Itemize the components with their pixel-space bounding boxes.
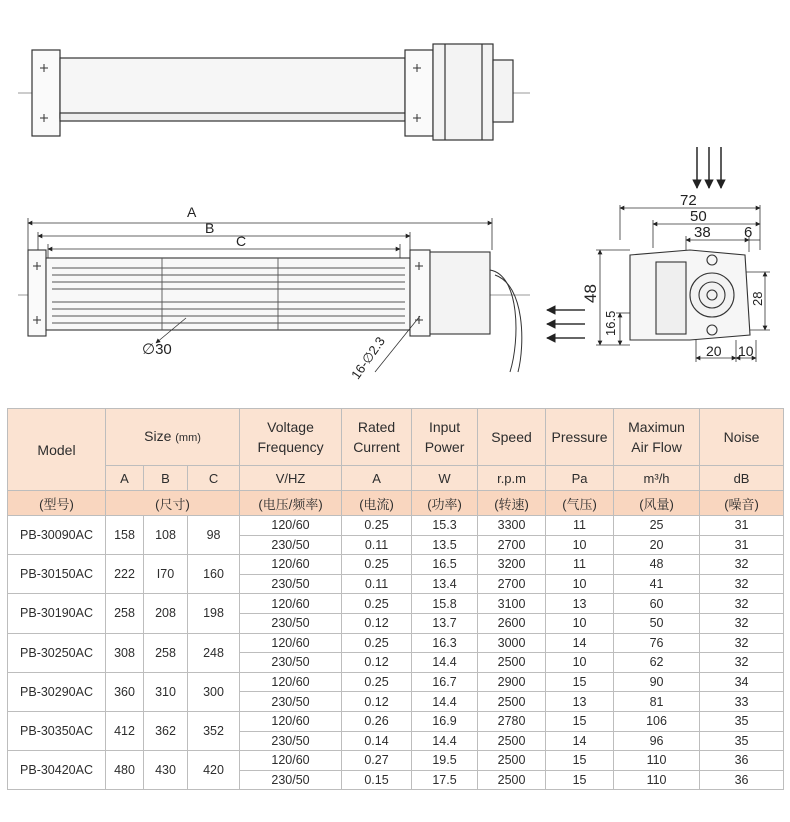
holes-label: 16-∅2.3 — [348, 333, 388, 382]
cell-current: 0.25 — [342, 633, 412, 653]
fan-front-view — [18, 218, 530, 372]
size-label: Size — [144, 428, 172, 444]
cell-airflow: 50 — [614, 613, 700, 633]
dim-50: 50 — [690, 208, 707, 225]
dim-label-b: B — [205, 220, 215, 236]
cell-voltage: 230/50 — [240, 692, 342, 712]
unit-a: A — [106, 466, 144, 491]
cell-size-b: I70 — [144, 555, 188, 594]
cell-power: 15.3 — [412, 516, 478, 536]
header-voltage: Voltage Frequency — [240, 409, 342, 466]
cell-noise: 34 — [700, 672, 784, 692]
cell-pressure: 13 — [546, 692, 614, 712]
cell-size-b: 310 — [144, 672, 188, 711]
cell-speed: 3100 — [478, 594, 546, 614]
cell-pressure: 15 — [546, 672, 614, 692]
cn-size: (尺寸) — [106, 491, 240, 516]
cell-voltage: 120/60 — [240, 751, 342, 771]
header-power: Input Power — [412, 409, 478, 466]
cell-noise: 32 — [700, 594, 784, 614]
table-row — [8, 555, 784, 575]
cell-power: 16.9 — [412, 711, 478, 731]
cell-noise: 32 — [700, 555, 784, 575]
cell-noise: 32 — [700, 653, 784, 673]
cell-voltage: 120/60 — [240, 516, 342, 536]
cell-noise: 32 — [700, 574, 784, 594]
table-row — [8, 516, 784, 536]
table-row — [8, 711, 784, 731]
cell-airflow: 62 — [614, 653, 700, 673]
cell-pressure: 15 — [546, 751, 614, 771]
cell-power: 17.5 — [412, 770, 478, 790]
cell-current: 0.11 — [342, 574, 412, 594]
cell-speed: 2600 — [478, 613, 546, 633]
dim-28: 28 — [750, 291, 765, 306]
cell-speed: 3200 — [478, 555, 546, 575]
cell-speed: 3300 — [478, 516, 546, 536]
cell-voltage: 230/50 — [240, 653, 342, 673]
header-model: Model — [8, 409, 106, 491]
cell-current: 0.12 — [342, 653, 412, 673]
dim-20: 20 — [706, 343, 722, 359]
header-noise: Noise — [700, 409, 784, 466]
cell-voltage: 120/60 — [240, 711, 342, 731]
cell-noise: 36 — [700, 770, 784, 790]
cell-airflow: 81 — [614, 692, 700, 712]
cell-noise: 32 — [700, 613, 784, 633]
cell-airflow: 96 — [614, 731, 700, 751]
cell-power: 16.3 — [412, 633, 478, 653]
cell-size-c: 248 — [188, 633, 240, 672]
cell-current: 0.15 — [342, 770, 412, 790]
dim-72: 72 — [680, 192, 697, 209]
cell-noise: 33 — [700, 692, 784, 712]
cell-speed: 2780 — [478, 711, 546, 731]
cell-noise: 32 — [700, 633, 784, 653]
cell-current: 0.25 — [342, 516, 412, 536]
unit-airflow: m³/h — [614, 466, 700, 491]
dim-label-a: A — [187, 204, 197, 220]
cell-pressure: 11 — [546, 516, 614, 536]
cell-size-b: 258 — [144, 633, 188, 672]
table-cn-row — [8, 491, 784, 516]
header-current: Rated Current — [342, 409, 412, 466]
cell-voltage: 120/60 — [240, 594, 342, 614]
cell-noise: 36 — [700, 751, 784, 771]
cn-voltage: (电压/频率) — [240, 491, 342, 516]
cell-power: 13.4 — [412, 574, 478, 594]
unit-pressure: Pa — [546, 466, 614, 491]
cell-power: 14.4 — [412, 731, 478, 751]
dim-38: 38 — [694, 224, 711, 241]
technical-drawings — [0, 0, 790, 400]
cell-noise: 35 — [700, 731, 784, 751]
header-airflow: Maximun Air Flow — [614, 409, 700, 466]
cell-current: 0.14 — [342, 731, 412, 751]
unit-b: B — [144, 466, 188, 491]
cell-speed: 2700 — [478, 574, 546, 594]
cell-size-c: 352 — [188, 711, 240, 750]
cell-model: PB-30420AC — [8, 751, 106, 790]
cell-noise: 31 — [700, 535, 784, 555]
cell-power: 13.5 — [412, 535, 478, 555]
cell-size-c: 420 — [188, 751, 240, 790]
table-units-row — [8, 466, 784, 491]
unit-noise: dB — [700, 466, 784, 491]
cn-model: (型号) — [8, 491, 106, 516]
cell-speed: 2500 — [478, 751, 546, 771]
cell-size-a: 158 — [106, 516, 144, 555]
cell-voltage: 230/50 — [240, 613, 342, 633]
cell-size-a: 360 — [106, 672, 144, 711]
fan-top-view — [18, 44, 530, 140]
cell-pressure: 15 — [546, 770, 614, 790]
cell-voltage: 120/60 — [240, 672, 342, 692]
diameter-label: ∅30 — [142, 341, 172, 358]
cn-noise: (噪音) — [700, 491, 784, 516]
cell-model: PB-30350AC — [8, 711, 106, 750]
cell-current: 0.25 — [342, 555, 412, 575]
cell-size-a: 258 — [106, 594, 144, 633]
dim-10: 10 — [738, 343, 754, 359]
spec-table — [7, 408, 784, 790]
header-pressure: Pressure — [546, 409, 614, 466]
cell-power: 13.7 — [412, 613, 478, 633]
cell-pressure: 14 — [546, 633, 614, 653]
cell-power: 14.4 — [412, 653, 478, 673]
cell-size-b: 208 — [144, 594, 188, 633]
header-speed: Speed — [478, 409, 546, 466]
cell-size-a: 222 — [106, 555, 144, 594]
cell-airflow: 48 — [614, 555, 700, 575]
cell-power: 16.5 — [412, 555, 478, 575]
cell-pressure: 10 — [546, 574, 614, 594]
cell-airflow: 20 — [614, 535, 700, 555]
fan-side-view — [547, 147, 770, 362]
cell-noise: 31 — [700, 516, 784, 536]
header-size — [106, 409, 240, 466]
cell-size-a: 308 — [106, 633, 144, 672]
dim-6: 6 — [744, 224, 753, 241]
cell-current: 0.11 — [342, 535, 412, 555]
table-row — [8, 594, 784, 614]
table-row — [8, 751, 784, 771]
unit-c: C — [188, 466, 240, 491]
cell-power: 16.7 — [412, 672, 478, 692]
cell-voltage: 230/50 — [240, 535, 342, 555]
unit-power: W — [412, 466, 478, 491]
cn-power: (功率) — [412, 491, 478, 516]
cell-current: 0.12 — [342, 692, 412, 712]
cell-pressure: 11 — [546, 555, 614, 575]
cell-speed: 2900 — [478, 672, 546, 692]
cell-voltage: 120/60 — [240, 633, 342, 653]
cell-size-c: 300 — [188, 672, 240, 711]
cell-airflow: 106 — [614, 711, 700, 731]
cell-airflow: 110 — [614, 770, 700, 790]
cell-airflow: 90 — [614, 672, 700, 692]
cell-model: PB-30090AC — [8, 516, 106, 555]
cell-size-c: 160 — [188, 555, 240, 594]
cell-size-c: 198 — [188, 594, 240, 633]
cell-noise: 35 — [700, 711, 784, 731]
cell-model: PB-30150AC — [8, 555, 106, 594]
cell-model: PB-30190AC — [8, 594, 106, 633]
cell-power: 19.5 — [412, 751, 478, 771]
dim-48: 48 — [581, 284, 600, 303]
dim-label-c: C — [236, 233, 247, 249]
cell-power: 14.4 — [412, 692, 478, 712]
cell-model: PB-30250AC — [8, 633, 106, 672]
cell-airflow: 76 — [614, 633, 700, 653]
cell-current: 0.25 — [342, 672, 412, 692]
cell-voltage: 230/50 — [240, 731, 342, 751]
cell-airflow: 60 — [614, 594, 700, 614]
table-header-row — [8, 409, 784, 466]
unit-voltage: V/HZ — [240, 466, 342, 491]
cell-size-b: 430 — [144, 751, 188, 790]
airflow-arrows-left — [547, 310, 585, 338]
cell-pressure: 13 — [546, 594, 614, 614]
spec-table-body — [8, 516, 784, 790]
unit-current: A — [342, 466, 412, 491]
cn-pressure: (气压) — [546, 491, 614, 516]
table-row — [8, 633, 784, 653]
cell-speed: 2500 — [478, 770, 546, 790]
cell-current: 0.12 — [342, 613, 412, 633]
table-row — [8, 672, 784, 692]
cell-size-b: 108 — [144, 516, 188, 555]
cell-speed: 3000 — [478, 633, 546, 653]
cell-size-a: 480 — [106, 751, 144, 790]
cell-pressure: 10 — [546, 613, 614, 633]
cell-speed: 2500 — [478, 692, 546, 712]
cn-airflow: (风量) — [614, 491, 700, 516]
cell-pressure: 10 — [546, 653, 614, 673]
cell-model: PB-30290AC — [8, 672, 106, 711]
cell-power: 15.8 — [412, 594, 478, 614]
cell-speed: 2700 — [478, 535, 546, 555]
cell-current: 0.25 — [342, 594, 412, 614]
cell-current: 0.26 — [342, 711, 412, 731]
dim-16-5: 16.5 — [603, 310, 618, 336]
cell-pressure: 14 — [546, 731, 614, 751]
cell-voltage: 230/50 — [240, 574, 342, 594]
cn-speed: (转速) — [478, 491, 546, 516]
cell-airflow: 25 — [614, 516, 700, 536]
size-unit: (mm) — [175, 432, 201, 444]
cell-speed: 2500 — [478, 731, 546, 751]
cn-current: (电流) — [342, 491, 412, 516]
cell-airflow: 110 — [614, 751, 700, 771]
unit-speed: r.p.m — [478, 466, 546, 491]
cell-airflow: 41 — [614, 574, 700, 594]
cell-pressure: 15 — [546, 711, 614, 731]
cell-pressure: 10 — [546, 535, 614, 555]
cell-size-c: 98 — [188, 516, 240, 555]
cell-speed: 2500 — [478, 653, 546, 673]
cell-current: 0.27 — [342, 751, 412, 771]
cell-voltage: 230/50 — [240, 770, 342, 790]
cell-voltage: 120/60 — [240, 555, 342, 575]
cell-size-a: 412 — [106, 711, 144, 750]
cell-size-b: 362 — [144, 711, 188, 750]
airflow-arrows-top — [697, 147, 721, 188]
